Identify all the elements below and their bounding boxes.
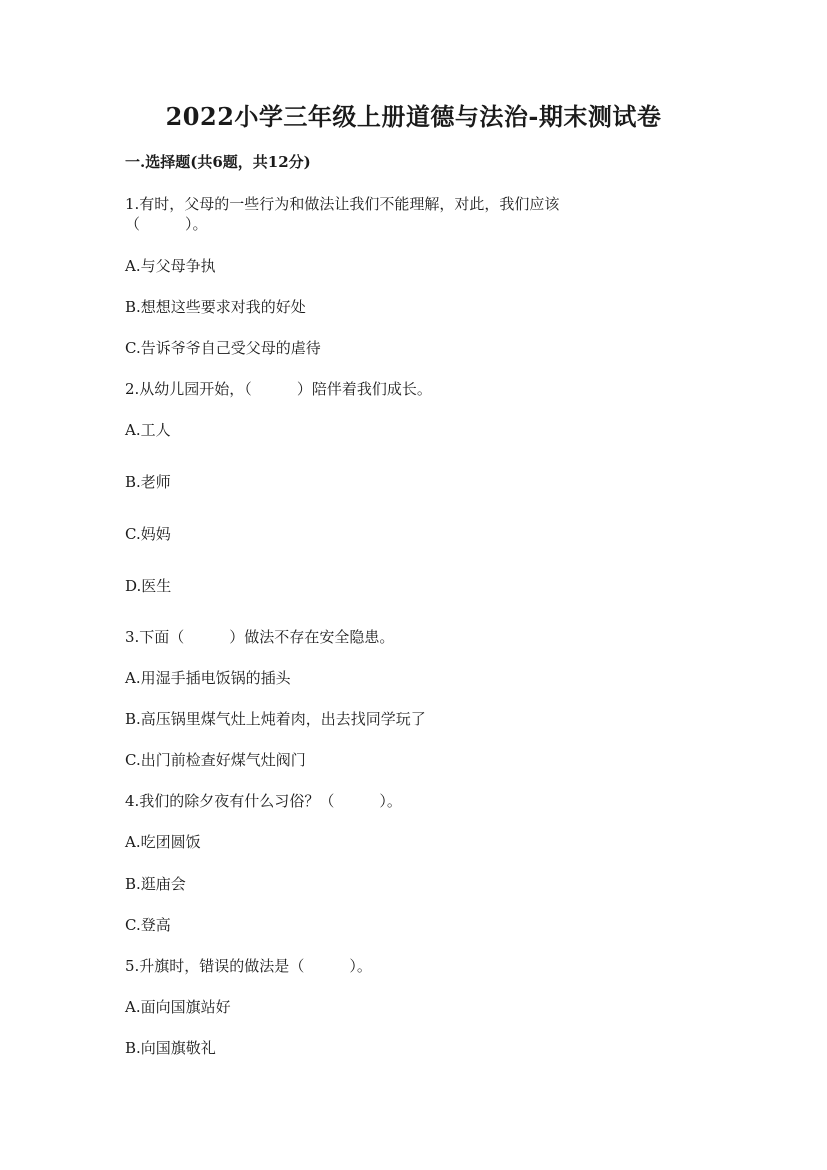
question-1-option-a: A.与父母争执: [125, 257, 216, 275]
question-3-option-a: A.用湿手插电饭锅的插头: [125, 669, 291, 687]
question-2-option-c: C.妈妈: [125, 525, 171, 543]
question-5-option-b: B.向国旗敬礼: [125, 1039, 216, 1057]
question-1-stem-line-1: 1.有时，父母的一些行为和做法让我们不能理解，对此，我们应该: [125, 195, 560, 213]
question-2-option-a: A.工人: [125, 421, 171, 439]
section-heading: 一.选择题(共6题，共12分): [125, 153, 311, 171]
question-4-option-a: A.吃团圆饭: [125, 833, 201, 851]
question-1-option-b: B.想想这些要求对我的好处: [125, 298, 306, 316]
question-4-stem: 4.我们的除夕夜有什么习俗？（ ）。: [125, 792, 402, 810]
question-2-option-d: D.医生: [125, 577, 172, 595]
question-3-option-c: C.出门前检查好煤气灶阀门: [125, 751, 306, 769]
question-4-option-b: B.逛庙会: [125, 875, 186, 893]
question-3-option-b: B.高压锅里煤气灶上炖着肉，出去找同学玩了: [125, 710, 426, 728]
question-2-stem: 2.从幼儿园开始，（ ）陪伴着我们成长。: [125, 380, 432, 398]
question-5-option-a: A.面向国旗站好: [125, 998, 231, 1016]
question-5-stem: 5.升旗时，错误的做法是（ ）。: [125, 957, 372, 975]
question-1-option-c: C.告诉爷爷自己受父母的虐待: [125, 339, 321, 357]
question-3-stem: 3.下面（ ）做法不存在安全隐患。: [125, 628, 395, 646]
question-4-option-c: C.登高: [125, 916, 171, 934]
question-1-stem-line-2: （ ）。: [125, 215, 208, 233]
question-2-option-b: B.老师: [125, 473, 171, 491]
exam-title: 2022小学三年级上册道德与法治-期末测试卷: [165, 102, 662, 131]
